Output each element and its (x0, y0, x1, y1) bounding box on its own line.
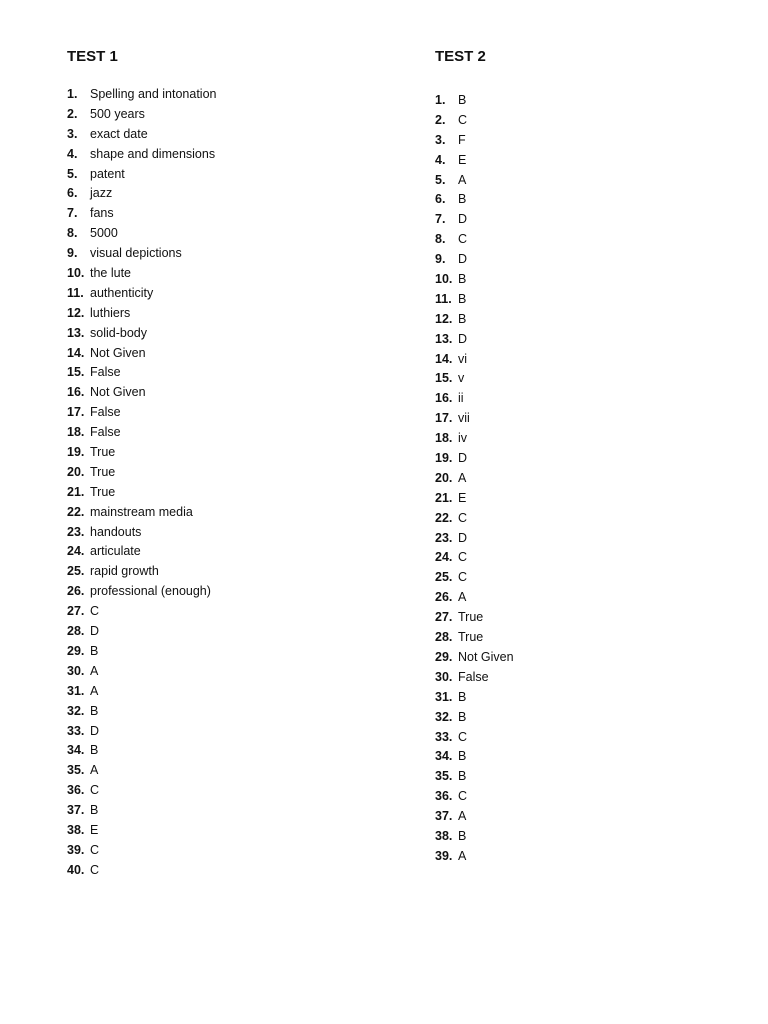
answer-number: 35. (435, 769, 453, 784)
answer-text: A (90, 683, 99, 698)
answer-item (435, 550, 735, 570)
answer-text: vi (458, 351, 468, 366)
answer-text: Not Given (90, 345, 146, 360)
answer-text: B (458, 709, 467, 724)
test-1-title: TEST 1 (67, 48, 118, 65)
answer-item (435, 829, 735, 849)
answer-number: 18. (67, 425, 85, 440)
answer-number: 5. (435, 172, 446, 187)
answer-number: 31. (435, 689, 453, 704)
answer-number: 21. (435, 490, 453, 505)
answer-text: rapid growth (90, 564, 159, 579)
answer-number: 1. (435, 93, 446, 107)
answer-text: D (90, 624, 100, 639)
answer-number: 2. (435, 112, 446, 127)
answer-number: 33. (67, 723, 85, 738)
answer-number: 20. (67, 464, 85, 479)
answer-item (435, 511, 735, 531)
answer-number: 27. (67, 604, 85, 619)
answer-item (435, 153, 735, 173)
answer-text: ii (458, 391, 464, 406)
answer-text: B (458, 93, 467, 107)
answer-item (67, 286, 397, 306)
answer-text: 5000 (90, 226, 118, 241)
answer-number: 29. (435, 649, 453, 664)
answer-text: A (458, 848, 467, 863)
answer-item (67, 346, 397, 366)
answer-number: 3. (67, 126, 78, 141)
answer-number: 25. (67, 564, 85, 579)
answer-text: True (458, 610, 484, 625)
answer-item (435, 133, 735, 153)
answer-number: 1. (67, 87, 78, 101)
answer-number: 32. (435, 709, 453, 724)
answer-item (67, 544, 397, 564)
answer-text: False (90, 405, 121, 420)
answer-item (67, 863, 397, 883)
answer-number: 40. (67, 862, 85, 877)
answer-number: 29. (67, 643, 85, 658)
answer-item (67, 624, 397, 644)
answer-text: D (458, 331, 468, 346)
answer-item (67, 186, 397, 206)
answer-number: 25. (435, 570, 453, 585)
answer-number: 11. (67, 285, 84, 300)
answer-number: 26. (435, 590, 453, 605)
answer-text: mainstream media (90, 504, 193, 519)
answer-text: v (458, 371, 465, 386)
answer-item (435, 730, 735, 750)
answer-text: C (458, 510, 468, 525)
answer-number: 36. (67, 783, 85, 798)
answer-item (67, 246, 397, 266)
answer-item (67, 167, 397, 187)
answer-text: B (458, 749, 467, 764)
answer-number: 35. (67, 763, 85, 778)
answer-item (435, 570, 735, 590)
answer-text: Spelling and intonation (90, 87, 217, 101)
answer-text: C (90, 783, 100, 798)
answer-item (435, 451, 735, 471)
answer-item (435, 212, 735, 232)
answer-item (67, 704, 397, 724)
answer-item (67, 724, 397, 744)
answer-item (435, 769, 735, 789)
answer-item (435, 312, 735, 332)
answer-item (67, 604, 397, 624)
answer-item (67, 763, 397, 783)
answer-item (435, 849, 735, 869)
answer-text: D (458, 451, 468, 466)
answer-text: A (458, 172, 467, 187)
answer-text: True (458, 630, 484, 645)
answer-text: the lute (90, 266, 132, 281)
answer-text: False (90, 365, 121, 380)
answer-item (67, 564, 397, 584)
answer-number: 4. (435, 152, 446, 167)
answer-number: 11. (435, 291, 452, 306)
answer-item (435, 371, 735, 391)
test-1-column (67, 48, 397, 883)
answer-number: 34. (67, 743, 85, 758)
answer-item (435, 789, 735, 809)
answer-text: D (458, 530, 468, 545)
answer-item (435, 491, 735, 511)
answer-number: 12. (435, 311, 453, 326)
answer-number: 10. (67, 266, 85, 281)
answer-number: 14. (435, 351, 453, 366)
answer-text: False (90, 425, 121, 440)
answer-text: B (458, 689, 467, 704)
answer-text: C (90, 862, 100, 877)
answer-number: 28. (435, 630, 453, 645)
answer-item (435, 670, 735, 690)
answer-text: True (90, 464, 116, 479)
answer-text: A (458, 809, 467, 824)
answer-item (435, 690, 735, 710)
answer-text: visual depictions (90, 246, 182, 261)
answer-number: 22. (67, 504, 85, 519)
answer-number: 8. (67, 226, 78, 241)
answer-item (67, 505, 397, 525)
answer-number: 13. (435, 331, 453, 346)
answer-item (67, 525, 397, 545)
answer-item (67, 107, 397, 127)
answer-number: 3. (435, 132, 446, 147)
answer-number: 7. (435, 212, 446, 227)
answer-number: 24. (67, 544, 85, 559)
answer-number: 39. (435, 848, 453, 863)
answer-number: 23. (67, 524, 85, 539)
answer-number: 15. (67, 365, 85, 380)
answer-number: 38. (67, 822, 85, 837)
answer-item (67, 226, 397, 246)
answer-number: 16. (67, 385, 85, 400)
answer-text: B (90, 743, 99, 758)
answer-number: 8. (435, 232, 446, 247)
answer-text: professional (enough) (90, 584, 211, 599)
answer-item (67, 843, 397, 863)
answer-number: 4. (67, 146, 78, 161)
answer-item (67, 385, 397, 405)
test-2-title: TEST 2 (435, 48, 486, 65)
answer-text: authenticity (90, 285, 154, 300)
answer-text: A (458, 590, 467, 605)
answer-number: 18. (435, 431, 453, 446)
answer-text: E (90, 822, 99, 837)
answer-text: True (90, 484, 116, 499)
answer-text: C (90, 842, 100, 857)
answer-item (67, 266, 397, 286)
answer-text: articulate (90, 544, 141, 559)
answer-item (435, 93, 735, 113)
answer-number: 12. (67, 305, 85, 320)
answer-text: F (458, 132, 466, 147)
answer-item (67, 465, 397, 485)
answer-item (435, 809, 735, 829)
answer-text: handouts (90, 524, 142, 539)
answer-text: A (90, 763, 99, 778)
answer-item (67, 584, 397, 604)
answer-text: Not Given (90, 385, 146, 400)
answer-number: 31. (67, 683, 85, 698)
answer-item (435, 113, 735, 133)
answer-text: D (458, 212, 468, 227)
answer-item (435, 352, 735, 372)
answer-number: 37. (67, 803, 85, 818)
answer-number: 14. (67, 345, 85, 360)
answer-text: A (458, 470, 467, 485)
answer-text: exact date (90, 126, 148, 141)
answer-item (67, 147, 397, 167)
answer-number: 24. (435, 550, 453, 565)
answer-text: B (458, 828, 467, 843)
answer-item (435, 610, 735, 630)
answer-text: luthiers (90, 305, 131, 320)
answer-number: 26. (67, 584, 85, 599)
answer-item (435, 411, 735, 431)
answer-number: 17. (67, 405, 85, 420)
answer-text: B (458, 291, 467, 306)
answer-item (67, 425, 397, 445)
answer-text: C (458, 112, 468, 127)
answer-item (435, 332, 735, 352)
answer-number: 10. (435, 272, 453, 287)
answer-item (67, 684, 397, 704)
answer-item (67, 326, 397, 346)
test-1-answer-list (67, 87, 397, 883)
answer-item (435, 590, 735, 610)
answer-item (67, 365, 397, 385)
test-2-answer-list (435, 93, 735, 869)
answer-text: D (90, 723, 100, 738)
answer-text: C (458, 789, 468, 804)
answer-number: 32. (67, 703, 85, 718)
answer-item (67, 405, 397, 425)
answer-number: 23. (435, 530, 453, 545)
answer-text: Not Given (458, 649, 514, 664)
answer-number: 16. (435, 391, 453, 406)
answer-text: E (458, 490, 467, 505)
answer-text: B (458, 192, 467, 207)
answer-item (435, 710, 735, 730)
answer-number: 34. (435, 749, 453, 764)
answer-item (435, 192, 735, 212)
answer-number: 38. (435, 828, 453, 843)
answer-text: C (458, 729, 468, 744)
answer-text: iv (458, 431, 468, 446)
answer-number: 17. (435, 411, 453, 426)
answer-item (67, 445, 397, 465)
answer-item (67, 87, 397, 107)
answer-item (435, 252, 735, 272)
answer-text: B (90, 803, 99, 818)
answer-item (435, 272, 735, 292)
answer-text: fans (90, 206, 114, 221)
answer-number: 20. (435, 470, 453, 485)
answer-number: 21. (67, 484, 85, 499)
answer-text: E (458, 152, 467, 167)
answer-item (435, 471, 735, 491)
answer-item (435, 749, 735, 769)
answer-number: 7. (67, 206, 78, 221)
answer-text: B (458, 272, 467, 287)
answer-text: jazz (90, 186, 113, 201)
answer-item (67, 783, 397, 803)
answer-number: 30. (435, 669, 453, 684)
answer-text: vii (458, 411, 470, 426)
answer-item (435, 531, 735, 551)
answer-number: 37. (435, 809, 453, 824)
answer-number: 22. (435, 510, 453, 525)
answer-text: shape and dimensions (90, 146, 216, 161)
answer-number: 19. (67, 445, 85, 460)
answer-item (435, 173, 735, 193)
answer-item (435, 650, 735, 670)
answer-text: A (90, 663, 99, 678)
answer-number: 36. (435, 789, 453, 804)
answer-number: 5. (67, 166, 78, 181)
answer-text: C (458, 550, 468, 565)
answer-item (67, 644, 397, 664)
answer-number: 9. (67, 246, 78, 261)
answer-item (435, 292, 735, 312)
answer-number: 19. (435, 451, 453, 466)
answer-number: 6. (67, 186, 78, 201)
answer-item (67, 664, 397, 684)
answer-number: 2. (67, 106, 78, 121)
answer-item (435, 431, 735, 451)
answer-item (67, 743, 397, 763)
answer-item (435, 391, 735, 411)
answer-number: 9. (435, 252, 446, 267)
answer-text: 500 years (90, 106, 145, 121)
answer-number: 33. (435, 729, 453, 744)
answer-number: 28. (67, 624, 85, 639)
answer-text: C (458, 570, 468, 585)
answer-number: 39. (67, 842, 85, 857)
test-2-column (435, 48, 735, 869)
answer-text: True (90, 445, 116, 460)
answer-text: C (90, 604, 100, 619)
answer-item (435, 630, 735, 650)
answer-text: patent (90, 166, 125, 181)
answer-item (67, 127, 397, 147)
answer-item (67, 823, 397, 843)
answer-item (67, 206, 397, 226)
answer-number: 13. (67, 325, 85, 340)
answer-text: solid-body (90, 325, 147, 340)
answer-text: D (458, 252, 468, 267)
answer-text: C (458, 232, 468, 247)
answer-number: 30. (67, 663, 85, 678)
answer-item (67, 803, 397, 823)
answer-item (67, 306, 397, 326)
answer-number: 15. (435, 371, 453, 386)
answer-number: 27. (435, 610, 453, 625)
answer-text: B (90, 643, 99, 658)
answer-number: 6. (435, 192, 446, 207)
answer-text: B (458, 311, 467, 326)
answer-text: B (458, 769, 467, 784)
answer-text: B (90, 703, 99, 718)
answer-item (67, 485, 397, 505)
answer-text: False (458, 669, 489, 684)
answer-item (435, 232, 735, 252)
